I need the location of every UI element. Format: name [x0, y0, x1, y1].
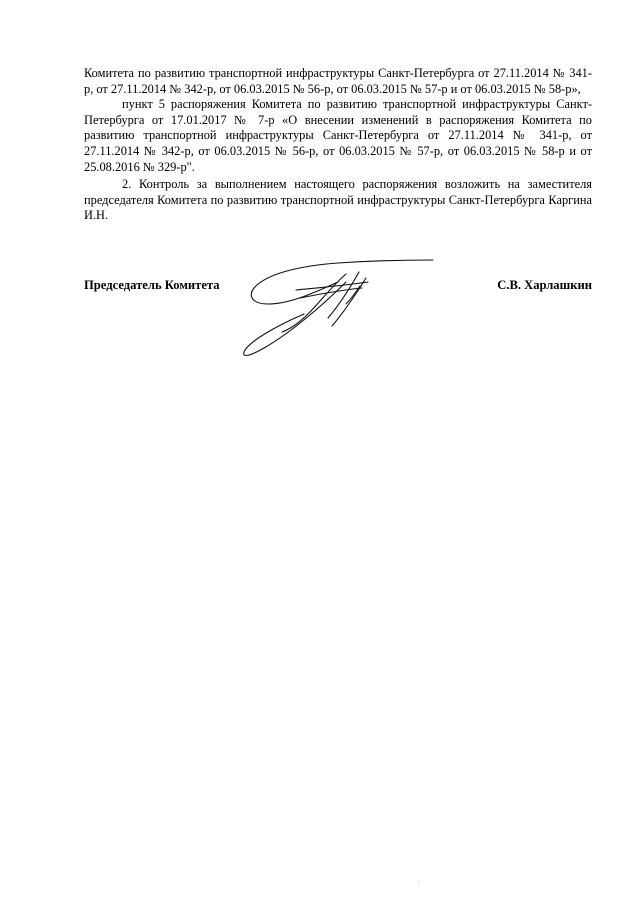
signatory-title: Председатель Комитета: [84, 278, 220, 292]
paragraph-continuation: Комитета по развитию транспортной инфраструктуры Санкт-Петербурга от 27.11.2014 № 341-р, от 27.11.2014 № 342-р, от 06.03.2015 № 56-р, от 06.03.2015 № 57-р и от 06.03.2015 № 58-р»,: [84, 66, 592, 96]
paragraph-control: 2. Контроль за выполнением настоящего распоряжения возложить на заместителя председателя Комитета по развитию транспортной инфраструктуры Санкт-Петербурга Каргина И.Н.: [84, 177, 592, 223]
scan-speck: [418, 881, 419, 882]
document-body: [84, 66, 592, 224]
handwritten-signature-icon: [228, 252, 438, 364]
signatory-name: С.В. Харлашкин: [497, 278, 592, 292]
paragraph-item-5: пункт 5 распоряжения Комитета по развитию транспортной инфраструктуры Санкт-Петербурга от 17.01.2017 № 7-р «О внесении изменений в распоряжения Комитета по развитию транспортной инфраструктуры Санкт-Петербурга от 27.11.2014 № 341-р, от 27.11.2014 № 342-р, от 06.03.2015 № 56-р, от 06.03.2015 № 57-р, от 06.03.2015 № 58-р и от 25.08.2016 № 329-р".: [84, 97, 592, 174]
